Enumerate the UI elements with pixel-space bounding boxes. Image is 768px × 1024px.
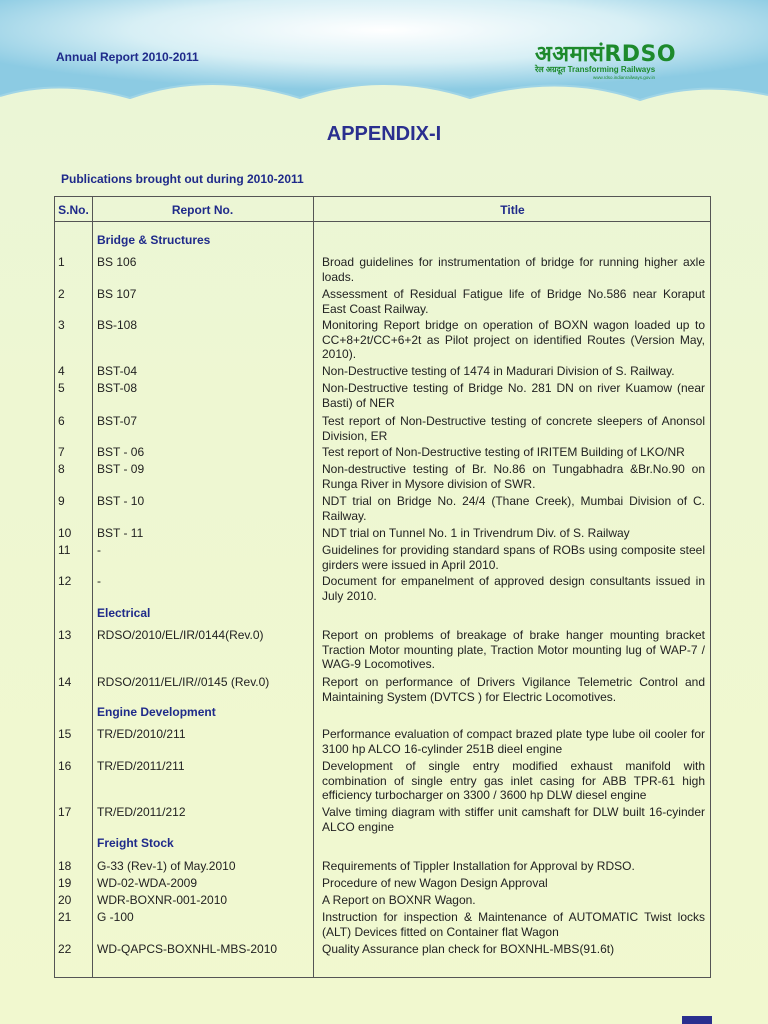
logo-wordmark: अअमासंRDSO bbox=[535, 42, 677, 67]
logo-tagline: रेल अग्रदूत Transforming Railways bbox=[535, 65, 656, 74]
row-title: Non-destructive testing of Br. No.86 on Tungabhadra &Br.No.90 on Runga River in Mysore division of SWR. bbox=[322, 462, 705, 491]
row-report-no: BST - 06 bbox=[97, 445, 145, 459]
row-title: Non-Destructive testing of 1474 in Madurari Division of S. Railway. bbox=[322, 364, 675, 378]
row-title: Requirements of Tippler Installation for Approval by RDSO. bbox=[322, 859, 635, 873]
row-title: NDT trial on Bridge No. 24/4 (Thane Creek), Mumbai Division of C. Railway. bbox=[322, 494, 705, 523]
row-report-no: WDR-BOXNR-001-2010 bbox=[97, 893, 228, 907]
row-sno: 17 bbox=[58, 805, 72, 819]
section-heading: Freight Stock bbox=[97, 836, 174, 850]
header-report-no: Report No. bbox=[171, 203, 234, 217]
row-report-no: G -100 bbox=[97, 910, 134, 924]
row-title: NDT trial on Tunnel No. 1 in Trivendrum Div. of S. Railway bbox=[322, 526, 630, 540]
row-report-no: WD-QAPCS-BOXNHL-MBS-2010 bbox=[97, 942, 278, 956]
row-sno: 19 bbox=[58, 876, 72, 890]
row-sno: 9 bbox=[58, 494, 65, 508]
row-sno: 18 bbox=[58, 859, 72, 873]
row-report-no: BS-108 bbox=[97, 318, 138, 332]
row-sno: 5 bbox=[58, 381, 65, 395]
row-sno: 7 bbox=[58, 445, 65, 459]
row-title: Report on performance of Drivers Vigilance Telemetric Control and Maintaining System (DVTCS ) for Electric Locomotives. bbox=[322, 675, 705, 704]
row-report-no: BST-08 bbox=[97, 381, 138, 395]
row-sno: 10 bbox=[58, 526, 72, 540]
page-title: APPENDIX-I bbox=[326, 123, 442, 145]
row-sno: 15 bbox=[58, 727, 72, 741]
row-title: Performance evaluation of compact brazed plate type lube oil cooler for 3100 hp ALCO 16-cylinder 251B dieel engine bbox=[322, 727, 705, 756]
row-report-no: - bbox=[97, 574, 101, 588]
row-report-no: TR/ED/2010/211 bbox=[97, 727, 186, 741]
row-title: Assessment of Residual Fatigue life of Bridge No.586 near Koraput East Coast Railway. bbox=[322, 287, 705, 316]
row-sno: 1 bbox=[58, 255, 65, 269]
row-report-no: RDSO/2011/EL/IR//0145 (Rev.0) bbox=[97, 675, 270, 689]
row-report-no: WD-02-WDA-2009 bbox=[97, 876, 198, 890]
row-sno: 12 bbox=[58, 574, 72, 588]
page-corner-mark bbox=[682, 1016, 712, 1024]
header-title: Title bbox=[500, 203, 525, 217]
row-sno: 13 bbox=[58, 628, 72, 642]
report-year-label: Annual Report 2010-2011 bbox=[56, 50, 199, 64]
row-sno: 20 bbox=[58, 893, 72, 907]
section-heading: Bridge & Structures bbox=[97, 233, 211, 247]
row-sno: 4 bbox=[58, 364, 65, 378]
row-title: Broad guidelines for instrumentation of bridge for running higher axle loads. bbox=[322, 255, 705, 284]
row-report-no: BST - 09 bbox=[97, 462, 145, 476]
row-title: Development of single entry modified exhaust manifold with combination of single entry gas inlet casing for ABB TPR-61 high efficiency turbocharger on 3300 / 3600 hp DLW diesel engine bbox=[322, 759, 705, 802]
row-sno: 21 bbox=[58, 910, 72, 924]
row-title: Non-Destructive testing of Bridge No. 281 DN on river Kuamow (near Basti) of NER bbox=[322, 381, 705, 410]
row-sno: 6 bbox=[58, 414, 65, 428]
row-sno: 11 bbox=[58, 543, 71, 557]
logo-url: www.rdso.indianrailways.gov.in bbox=[593, 75, 655, 80]
page-subtitle: Publications brought out during 2010-2011 bbox=[61, 172, 304, 186]
header-sno: S.No. bbox=[58, 203, 89, 217]
row-sno: 14 bbox=[58, 675, 72, 689]
row-sno: 22 bbox=[58, 942, 72, 956]
row-title: Test report of Non-Destructive testing of IRITEM Building of LKO/NR bbox=[322, 445, 685, 459]
row-title: Document for empanelment of approved design consultants issued in July 2010. bbox=[322, 574, 705, 603]
row-sno: 16 bbox=[58, 759, 72, 773]
row-report-no: G-33 (Rev-1) of May.2010 bbox=[97, 859, 236, 873]
section-heading: Engine Development bbox=[97, 705, 216, 719]
row-title: Report on problems of breakage of brake hanger mounting bracket Traction Motor mounting plate, Traction Motor mounting lug of WAP-7 / WAG-9 Locomotives. bbox=[322, 628, 705, 671]
row-sno: 2 bbox=[58, 287, 65, 301]
row-report-no: BST-04 bbox=[97, 364, 138, 378]
row-report-no: BST-07 bbox=[97, 414, 138, 428]
row-report-no: TR/ED/2011/211 bbox=[97, 759, 185, 773]
section-heading: Electrical bbox=[97, 606, 151, 620]
row-title: Monitoring Report bridge on operation of BOXN wagon loaded up to CC+8+2t/CC+6+2t as Pilot project on identified Routes (Version May, 2010). bbox=[322, 318, 705, 361]
row-title: Instruction for inspection & Maintenance of AUTOMATIC Twist locks (ALT) Devices fitted on Container flat Wagon bbox=[322, 910, 705, 939]
row-report-no: TR/ED/2011/212 bbox=[97, 805, 186, 819]
row-title: Quality Assurance plan check for BOXNHL-MBS(91.6t) bbox=[322, 942, 615, 956]
row-title: Guidelines for providing standard spans of ROBs using composite steel girders were issued in April 2010. bbox=[322, 543, 705, 572]
row-title: Valve timing diagram with stiffer unit camshaft for DLW built 16-cyinder ALCO engine bbox=[322, 805, 705, 834]
row-report-no: BS 106 bbox=[97, 255, 137, 269]
row-report-no: BS 107 bbox=[97, 287, 137, 301]
row-sno: 8 bbox=[58, 462, 65, 476]
row-report-no: RDSO/2010/EL/IR/0144(Rev.0) bbox=[97, 628, 264, 642]
row-title: Procedure of new Wagon Design Approval bbox=[322, 876, 548, 890]
row-title: Test report of Non-Destructive testing of concrete sleepers of Anonsol Division, ER bbox=[322, 414, 705, 443]
row-report-no: - bbox=[97, 543, 101, 557]
row-title: A Report on BOXNR Wagon. bbox=[322, 893, 476, 907]
row-report-no: BST - 10 bbox=[97, 494, 145, 508]
row-report-no: BST - 11 bbox=[97, 526, 144, 540]
row-sno: 3 bbox=[58, 318, 65, 332]
